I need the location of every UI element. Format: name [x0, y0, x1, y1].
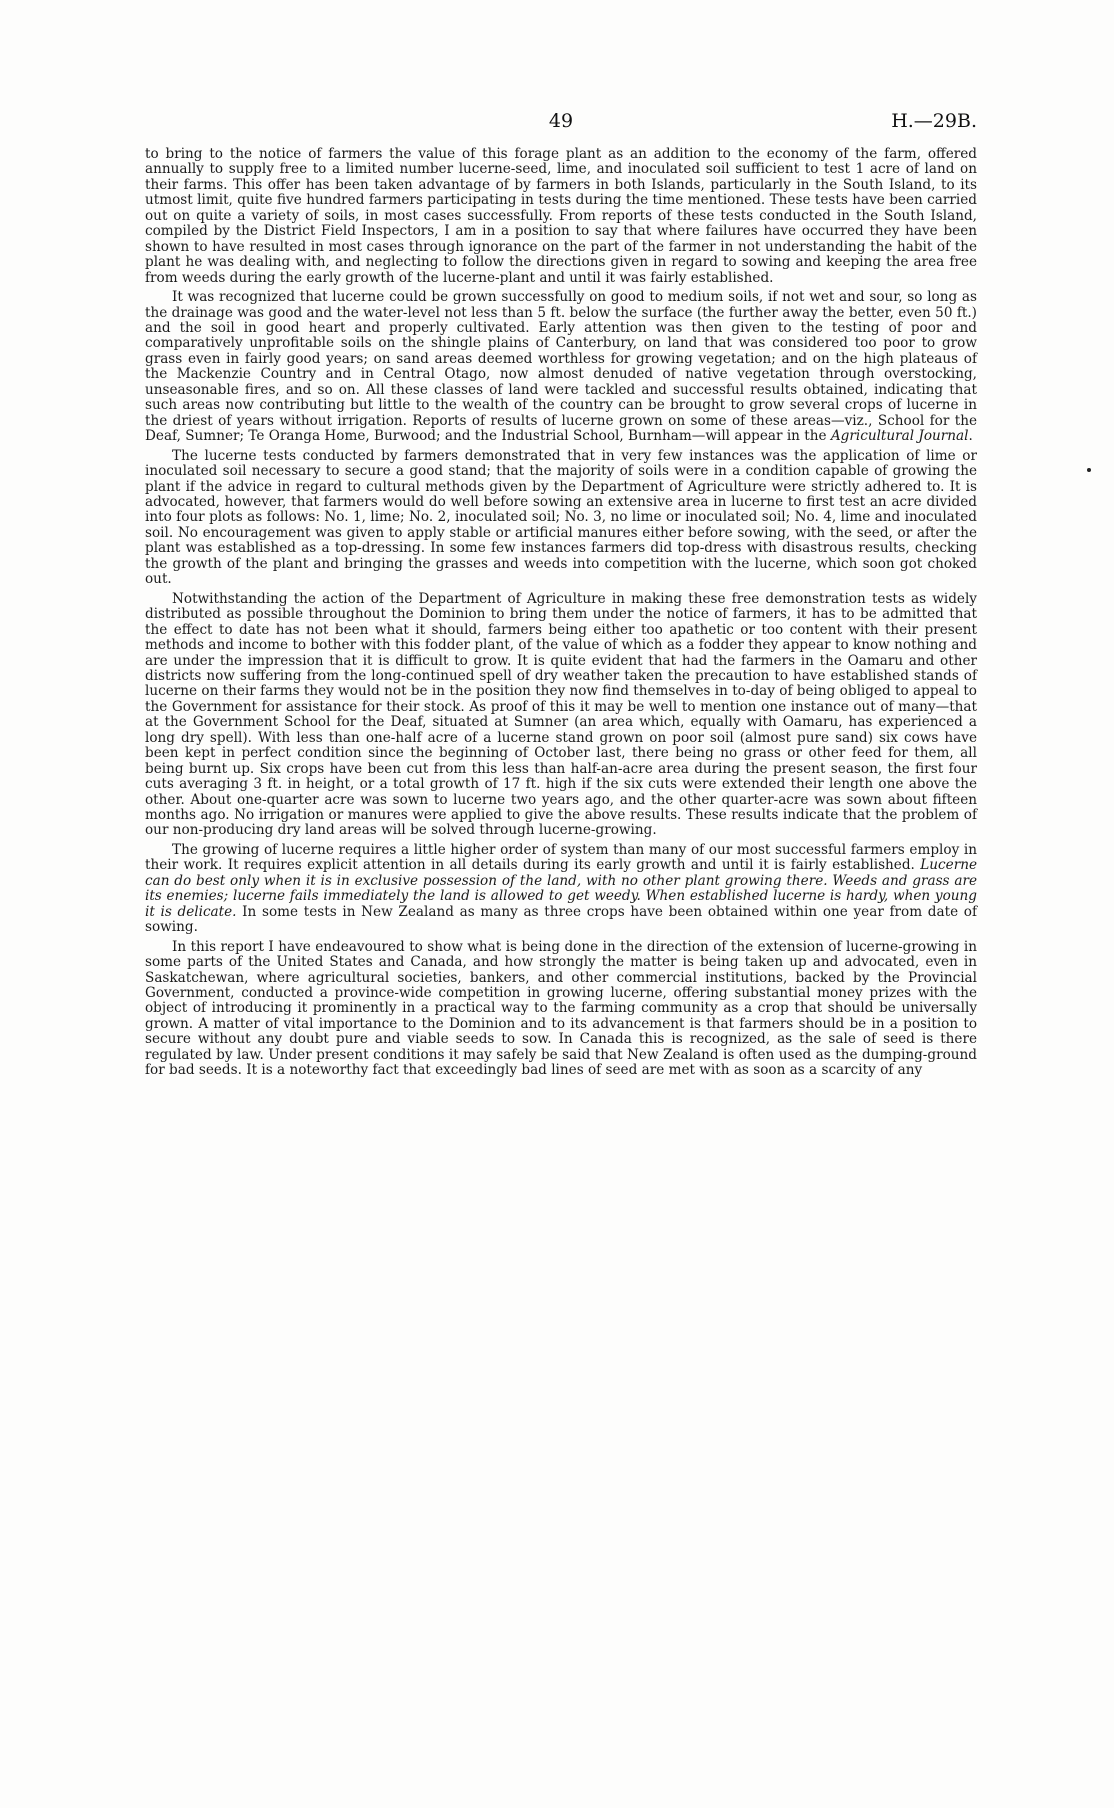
document-reference: H.—29B. — [891, 110, 977, 132]
paragraph-3 — [145, 449, 977, 588]
paragraph-2-end: . — [968, 428, 973, 445]
paragraph-1 — [145, 147, 977, 286]
body-text — [145, 147, 977, 1083]
margin-dot — [1087, 468, 1091, 472]
paragraph-3-text: The lucerne tests conducted by farmers demonstrated that in very few instances was the application of lime or inoculated soil necessary to secure a good stand; that the majority of soils were in a condition capable of growing the plant if the advice in regard to cultural methods given by the Department of Agriculture were strictly adhered to. It is advocated, however, that farmers would do well before sowing an extensive area in lucerne to first test an acre divided into four plots as follows: No. 1, lime; No. 2, inoculated soil; No. 3, no lime or inoculated soil; No. 4, lime and inoculated soil. No encouragement was given to apply stable or artificial manures either before sowing, with the seed, or after the plant was established as a top-dressing. In some few instances farmers did top-dress with disastrous results, checking the growth of the plant and bringing the grasses and weeds into competition with the lucerne, which soon got choked out. — [145, 447, 977, 588]
paragraph-5-text: The growing of lucerne requires a little higher order of system than many of our most successful farmers employ in their work. It requires explicit attention in all details during its early growth and until it is fairly established. — [145, 841, 977, 874]
paragraph-6 — [145, 940, 977, 1079]
paragraph-1-text: to bring to the notice of farmers the value of this forage plant as an addition to the economy of the farm, offered annually to supply free to a limited number lucerne-seed, lime, and inoculated soil sufficient to test 1 acre of land on their farms. This offer has been taken advantage of by farmers in both Islands, particularly in the South Island, to its utmost limit, quite five hundred farmers participating in tests during the time mentioned. These tests have been carried out on quite a variety of soils, in most cases successfully. From reports of these tests conducted in the South Island, compiled by the District Field Inspectors, I am in a position to say that where failures have occurred they have been shown to have resulted in most cases through ignorance on the part of the farmer in not understanding the habit of the plant he was dealing with, and neglecting to follow the directions given in regard to sowing and keeping the area free from weeds during the early growth of the lucerne-plant and until it was fairly established. — [145, 146, 977, 286]
paragraph-5 — [145, 843, 977, 936]
paragraph-5-end: In some tests in New Zealand as many as three crops have been obtained within one year from date of sowing. — [145, 903, 978, 936]
italic-emphasis: Lucerne can do best only when it is in exclusive possession of the land, with no other plant growing there. Weeds and grass are its enemies; lucerne fails immediately the land is allowed to get weedy. When established lucerne is hardy, when young it is delicate. — [145, 857, 977, 920]
page-header — [145, 110, 977, 140]
page-number: 49 — [548, 110, 574, 132]
paragraph-6-text: In this report I have endeavoured to show what is being done in the direction of the extension of lucerne-growing in some parts of the United States and Canada, and how strongly the matter is being taken up and advocated, even in Saskatchewan, where agricultural societies, bankers, and other commercial institutions, backed by the Provincial Government, conducted a province-wide competition in growing lucerne, offering substantial money prizes with the object of introducing it prominently in a practical way to the farming community as a crop that should be universally grown. A matter of vital importance to the Dominion and to its advancement is that farmers should be in a position to secure without any doubt pure and viable seeds to sow. In Canada this is recognized, as the sale of seed is there regulated by law. Under present conditions it may safely be said that New Zealand is often used as the dumping-ground for bad seeds. It is a noteworthy fact that exceedingly bad lines of seed are met with as soon as a scarcity of any — [145, 938, 977, 1079]
paragraph-2 — [145, 290, 977, 445]
paragraph-4 — [145, 592, 977, 839]
journal-title: Agricultural Journal — [830, 428, 969, 445]
paragraph-4-text: Notwithstanding the action of the Department of Agriculture in making these free demonstration tests as widely distributed as possible throughout the Dominion to bring them under the notice of farmers, it has to be admitted that the effect to date has not been what it should, farmers being either too apathetic or too content with their present methods and income to bother with this fodder plant, of the value of which as a fodder they appear to know nothing and are under the impression that it is difficult to grow. It is quite evident that had the farmers in the Oamaru and other districts now suffering from the long-continued spell of dry weather taken the precaution to have established stands of lucerne on their farms they would not be in the position they now find themselves in to-day of being obliged to appeal to the Government for assistance for their stock. As proof of this it may be well to mention one instance out of many—that at the Government School for the Deaf, situated at Sumner (an area which, equally with Oamaru, has experienced a long dry spell). With less than one-half acre of a lucerne stand grown on poor soil (almost pure sand) six cows have been kept in perfect condition since the beginning of October last, there being no grass or other feed for them, all being burnt up. Six crops have been cut from this less than half-an-acre area during the present season, the first four cuts averaging 3 ft. in height, or a total growth of 17 ft. high if the six cuts were extended their length one above the other. About one-quarter acre was sown to lucerne two years ago, and the other quarter-acre was sown about fifteen months ago. No irrigation or manures were applied to give the above results. These results indicate that the problem of our non-producing dry land areas will be solved through lucerne-growing. — [145, 590, 977, 839]
paragraph-2-text: It was recognized that lucerne could be grown successfully on good to medium soils, if not wet and sour, so long as the drainage was good and the water-level not less than 5 ft. below the surface (the further away the better, even 50 ft.) and the soil in good heart and properly cultivated. Early attention was then given to the testing of poor and comparatively unprofitable soils on the shingle plains of Canterbury, on land that was considered too poor to grow grass even in fairly good years; on sand areas deemed worthless for growing vegetation; and on the high plateaus of the Mackenzie Country and in Central Otago, now almost denuded of native vegetation through overstocking, unseasonable fires, and so on. All these classes of land were tackled and successful results obtained, indicating that such areas now contributing but little to the wealth of the country can be brought to grow several crops of lucerne in the driest of years without irrigation. Reports of results of lucerne grown on some of these areas—viz., School for the Deaf, Sumner; Te Oranga Home, Burwood; and the Industrial School, Burnham—will appear in the — [145, 289, 977, 445]
